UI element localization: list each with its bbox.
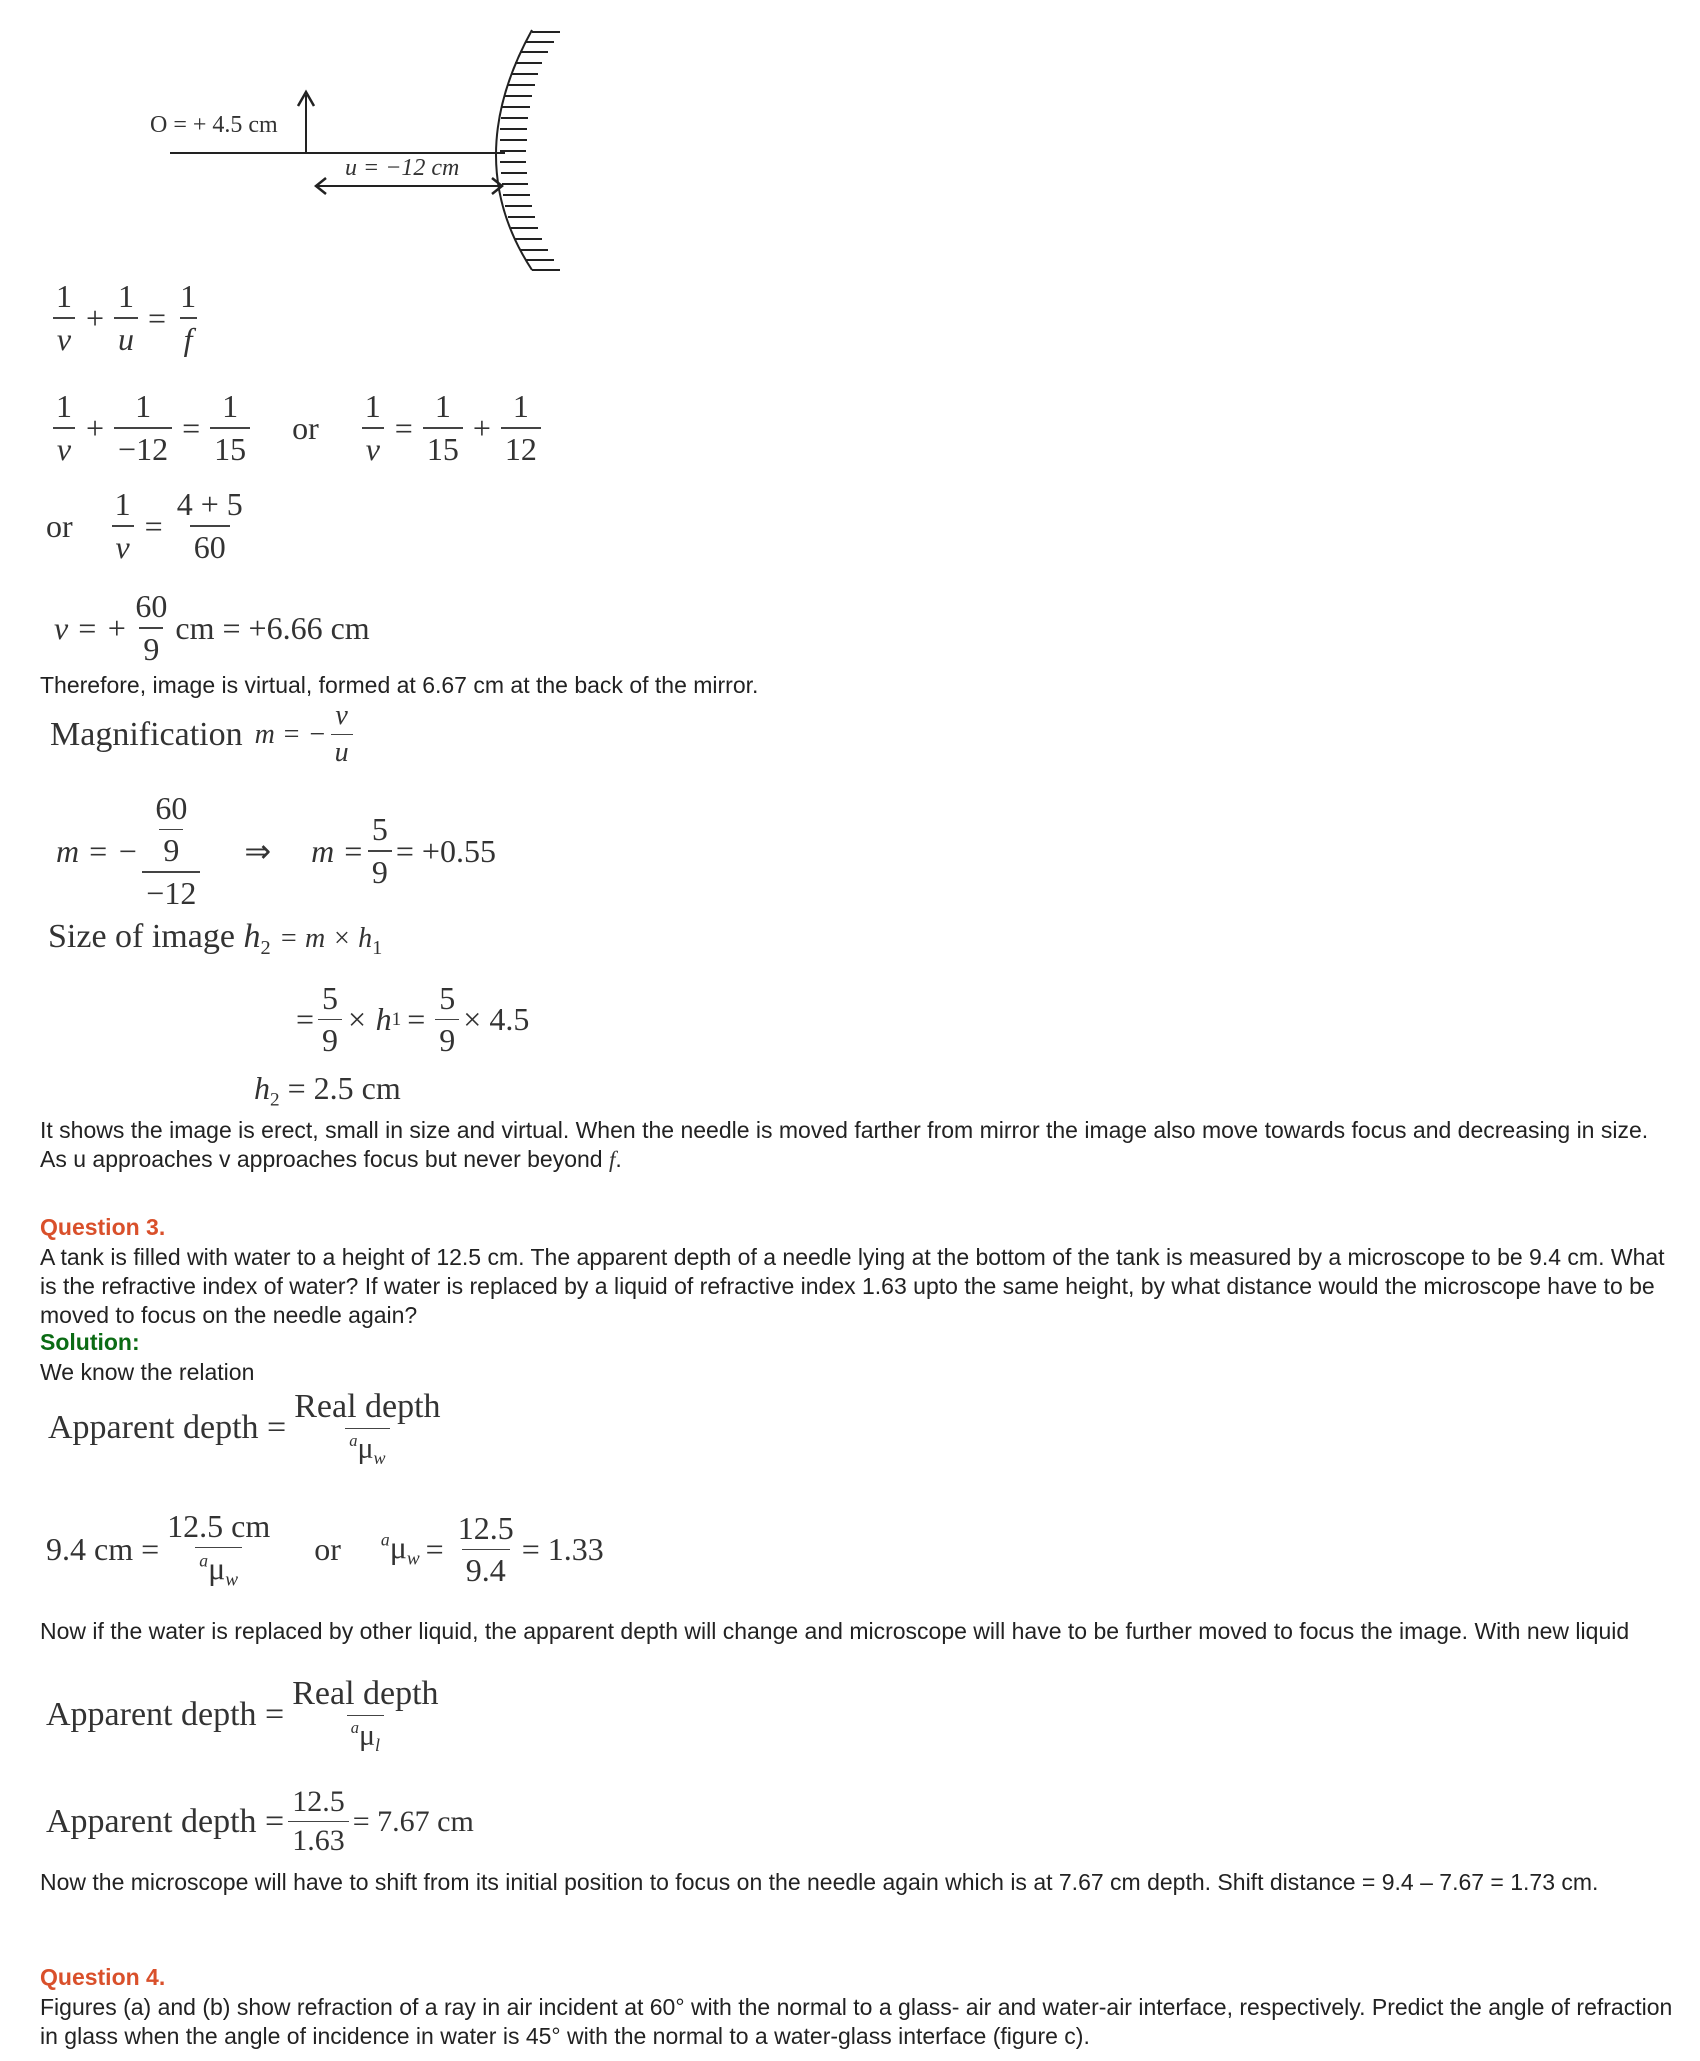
we-know-relation: We know the relation [40,1359,255,1385]
denominator: 9 [435,1019,459,1059]
denominator: v [112,525,134,566]
numerator: 5 [371,811,388,847]
or-label: or [46,507,73,544]
h-symbol: h [243,918,261,955]
numerator: 1 [135,388,152,424]
superscript: a [380,1529,390,1550]
numerator: 1 [434,388,451,424]
substituted-formula [48,388,545,468]
mu-symbol: μ [357,1431,374,1465]
result: = +0.55 [395,832,496,869]
solution-label: Solution: [40,1329,140,1355]
denominator: u [331,734,353,769]
size-calc [296,980,529,1059]
result: = 1.33 [521,1531,604,1568]
subscript: 2 [270,1089,280,1111]
subscript: 1 [391,1008,402,1030]
numerator: 1 [180,278,197,314]
denominator: v [53,317,75,358]
numerator: 1 [512,388,529,424]
numerator: 4 + 5 [176,486,243,522]
subscript: w [225,1569,239,1591]
operator: + [86,409,105,446]
subscript: w [406,1548,420,1570]
denominator: 9 [368,850,392,891]
mu-symbol: μ [208,1550,226,1586]
denominator: 60 [190,525,230,566]
refractive-index-calc [46,1508,604,1592]
apparent-depth-formula [48,1388,449,1469]
f-symbol: f [608,1147,616,1172]
concave-mirror-diagram [140,20,580,280]
value: = 2.5 cm [287,1070,401,1106]
or-label: or [314,1531,341,1568]
virtual-image-statement: Therefore, image is virtual, formed at 6.67 cm at the back of the mirror. [40,672,759,698]
numerator: 5 [439,980,456,1016]
image-distance-result [54,588,370,668]
superscript: a [349,1431,358,1450]
operator: = [182,409,201,446]
operator: = [394,409,413,446]
new-liquid-paragraph: Now if the water is replaced by other liquid, the apparent depth will change and microscope will have to be further moved to focus the image. With new liquid [40,1618,1630,1644]
apparent-depth-result [46,1785,474,1858]
operator: = [407,1001,426,1037]
m-eq: m = − [254,718,327,750]
shift-distance-paragraph: Now the microscope will have to shift from its initial position to focus on the needle again which is at 7.67 cm depth. Shift distance = 9.4 – 7.67 = 1.73 cm. [40,1869,1599,1895]
implies-symbol: ⇒ [244,833,272,869]
rhs: m = [311,832,364,869]
question-3-body: A tank is filled with water to a height of 12.5 cm. The apparent depth of a needle lying at the bottom of the tank is measured by a microscope to be 9.4 cm. What is the refractive index of water? If water is replaced by a liquid of refractive index 1.63 upto the same height, by what distance would the microscope have to be moved to focus on the needle again? [40,1244,1665,1328]
size-of-image-formula [48,918,382,960]
numerator: Real depth [294,1388,441,1425]
denominator: f [180,317,197,358]
operator: = [296,1001,315,1037]
denominator: 15 [210,427,250,468]
denominator: 12 [501,427,541,468]
question-3-heading: Question 3. [40,1214,166,1240]
numerator: v [335,700,348,731]
subscript: 1 [372,937,383,960]
mid: × h [346,1001,392,1037]
mu-symbol: μ [358,1718,376,1752]
h-symbol: h [254,1070,270,1106]
operator: = [425,1531,444,1568]
numerator: 1 [222,388,239,424]
denominator: v [362,427,384,468]
object-distance-label: u = −12 cm [345,155,460,181]
numerator: 1 [56,278,72,314]
numerator: 1 [118,278,135,314]
denominator: −12 [142,871,200,912]
superscript: a [199,1550,209,1571]
numerator: 12.5 cm [167,1508,271,1544]
denominator: 9 [139,627,163,668]
subscript: w [373,1447,386,1468]
operator: + [472,409,491,446]
numerator: 1 [114,486,131,522]
denominator: 9 [318,1019,342,1059]
magnification-calc [56,790,496,912]
numerator: 5 [322,980,339,1016]
denominator: 1.63 [288,1821,349,1858]
image-height-result [254,1070,401,1112]
lhs: 9.4 cm = [46,1531,160,1568]
numerator: 12.5 [457,1510,514,1547]
subscript: 2 [260,937,271,960]
lhs: Apparent depth = [46,1802,285,1840]
numerator: 12.5 [292,1785,345,1818]
period: . [615,1146,622,1172]
denominator: 9.4 [462,1549,510,1589]
formula-mid: = m × h [279,923,373,954]
denominator: 9 [159,829,183,869]
lhs: Apparent depth = [46,1696,285,1734]
suffix: cm = +6.66 cm [175,609,370,646]
operator: = [148,299,167,336]
magnification-label: Magnification [50,715,243,753]
lhs: m = − [56,832,139,869]
superscript: a [350,1718,359,1737]
operator: = [144,507,163,544]
operator: + [86,299,105,336]
object-height-label: O = + 4.5 cm [150,112,278,138]
numerator: 1 [364,388,381,424]
end: × 4.5 [463,1001,530,1037]
numerator: Real depth [292,1675,439,1712]
erect-image-paragraph [40,1116,1680,1174]
denominator: u [114,317,138,358]
denominator: −12 [114,427,172,468]
result: = 7.67 cm [352,1804,474,1838]
sum-formula [46,486,251,566]
mirror-formula [48,278,204,358]
magnification-formula [50,700,357,769]
denominator: 15 [423,427,463,468]
paragraph-text: It shows the image is erect, small in size and virtual. When the needle is moved farther from mirror the image also move towards focus and decreasing in size. As u approaches v approaches focus but never beyond [40,1117,1649,1172]
question-4-body: Figures (a) and (b) show refraction of a ray in air incident at 60° with the normal to a glass- air and water-air interface, respectively. Predict the angle of refraction in glass when the angle of incidence in water is 45° with the normal to a water-glass interface (figure c). [40,1994,1673,2049]
numerator: 60 [155,790,188,826]
numerator: 1 [56,388,72,424]
mu-symbol: μ [389,1529,407,1565]
or-label: or [292,409,319,446]
size-label: Size of image [48,918,235,955]
subscript: l [375,1734,381,1755]
mirror-diagram-icon [140,20,580,280]
question-4-heading: Question 4. [40,1964,166,1990]
prefix: v = + [54,609,128,646]
lhs: Apparent depth = [48,1409,287,1447]
numerator: 60 [135,588,168,624]
denominator: v [53,427,75,468]
apparent-depth-formula-liquid [46,1675,447,1756]
